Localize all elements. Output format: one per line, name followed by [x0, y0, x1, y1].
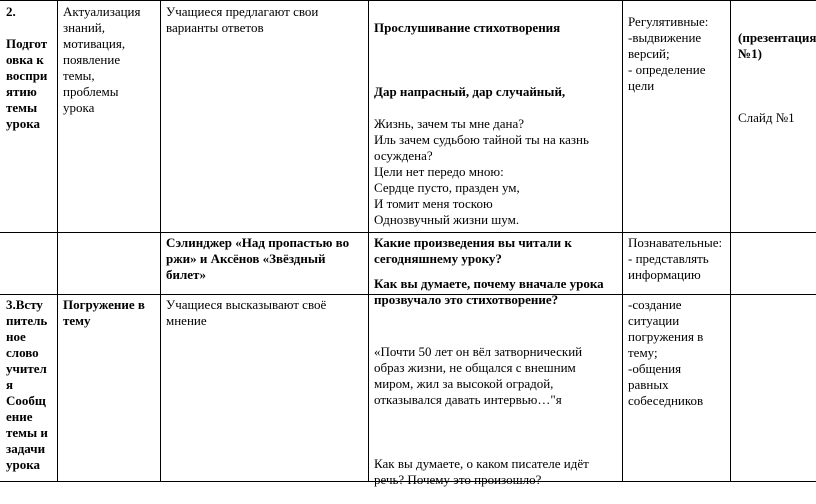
- row1-teacher-activity-cell: [374, 4, 620, 324]
- row3-goal-cell: Погружение в тему: [63, 297, 145, 328]
- row1-goal-cell: Актуализация знаний, мотивация, появление темы, проблемы урока: [63, 4, 141, 115]
- poem-text: Жизнь, зачем ты мне дана? Иль зачем судьбою тайной ты на казнь осуждена? Цели нет передо мною: Сердце пусто, празден ум, И томит меня тоскою Однозвучный жизни шум.: [374, 116, 589, 227]
- row1-uud-cell: Регулятивные: -выдвижение версий; - определение цели: [628, 14, 709, 93]
- row2-question-cell: Какие произведения вы читали к сегодняшнему уроку?: [374, 235, 572, 266]
- row2-books-cell: Сэлинджер «Над пропастью во ржи» и Аксёнов «Звёздный билет»: [166, 235, 350, 282]
- poem-question: Как вы думаете, почему вначале урока прозвучало это стихотворение?: [374, 276, 604, 307]
- row3-teacher-activity-cell: [374, 328, 620, 504]
- writer-quote: «Почти 50 лет он вёл затворнический образ жизни, не общался с внешним миром, жил за высокой оградой, отказывался давать интервью…"я: [374, 344, 583, 407]
- row1-student-activity-cell: Учащиеся предлагают свои варианты ответов: [166, 4, 319, 35]
- table-col-divider-5: [730, 0, 731, 482]
- presentation-label: (презентация №1): [738, 30, 816, 61]
- row3-uud-cell: -создание ситуации погружения в тему; -общения равных собеседников: [628, 297, 704, 408]
- poem-listening-heading: Прослушивание стихотворения: [374, 20, 561, 35]
- row1-stage-cell: 2. Подгот овка к воспри ятию темы урока: [6, 4, 48, 131]
- table-col-divider-2: [160, 0, 161, 482]
- writer-question: Как вы думаете, о каком писателе идёт речь? Почему это произошло?: [374, 456, 589, 487]
- table-col-divider-4: [622, 0, 623, 482]
- table-col-divider-1: [57, 0, 58, 482]
- row3-student-activity-cell: Учащиеся высказывают своё мнение: [166, 297, 327, 328]
- slide-label: Слайд №1: [738, 110, 795, 125]
- row2-uud-cell: Познавательные: - представлять информацию: [628, 235, 723, 282]
- poem-title-line: Дар напрасный, дар случайный,: [374, 84, 566, 99]
- row1-materials-cell: [738, 14, 816, 142]
- table-col-divider-3: [368, 0, 369, 482]
- table-border-top: [0, 0, 816, 1]
- row3-stage-cell: 3.Всту питель ное слово учител я Сообщ ение темы и задачи урока: [6, 297, 48, 472]
